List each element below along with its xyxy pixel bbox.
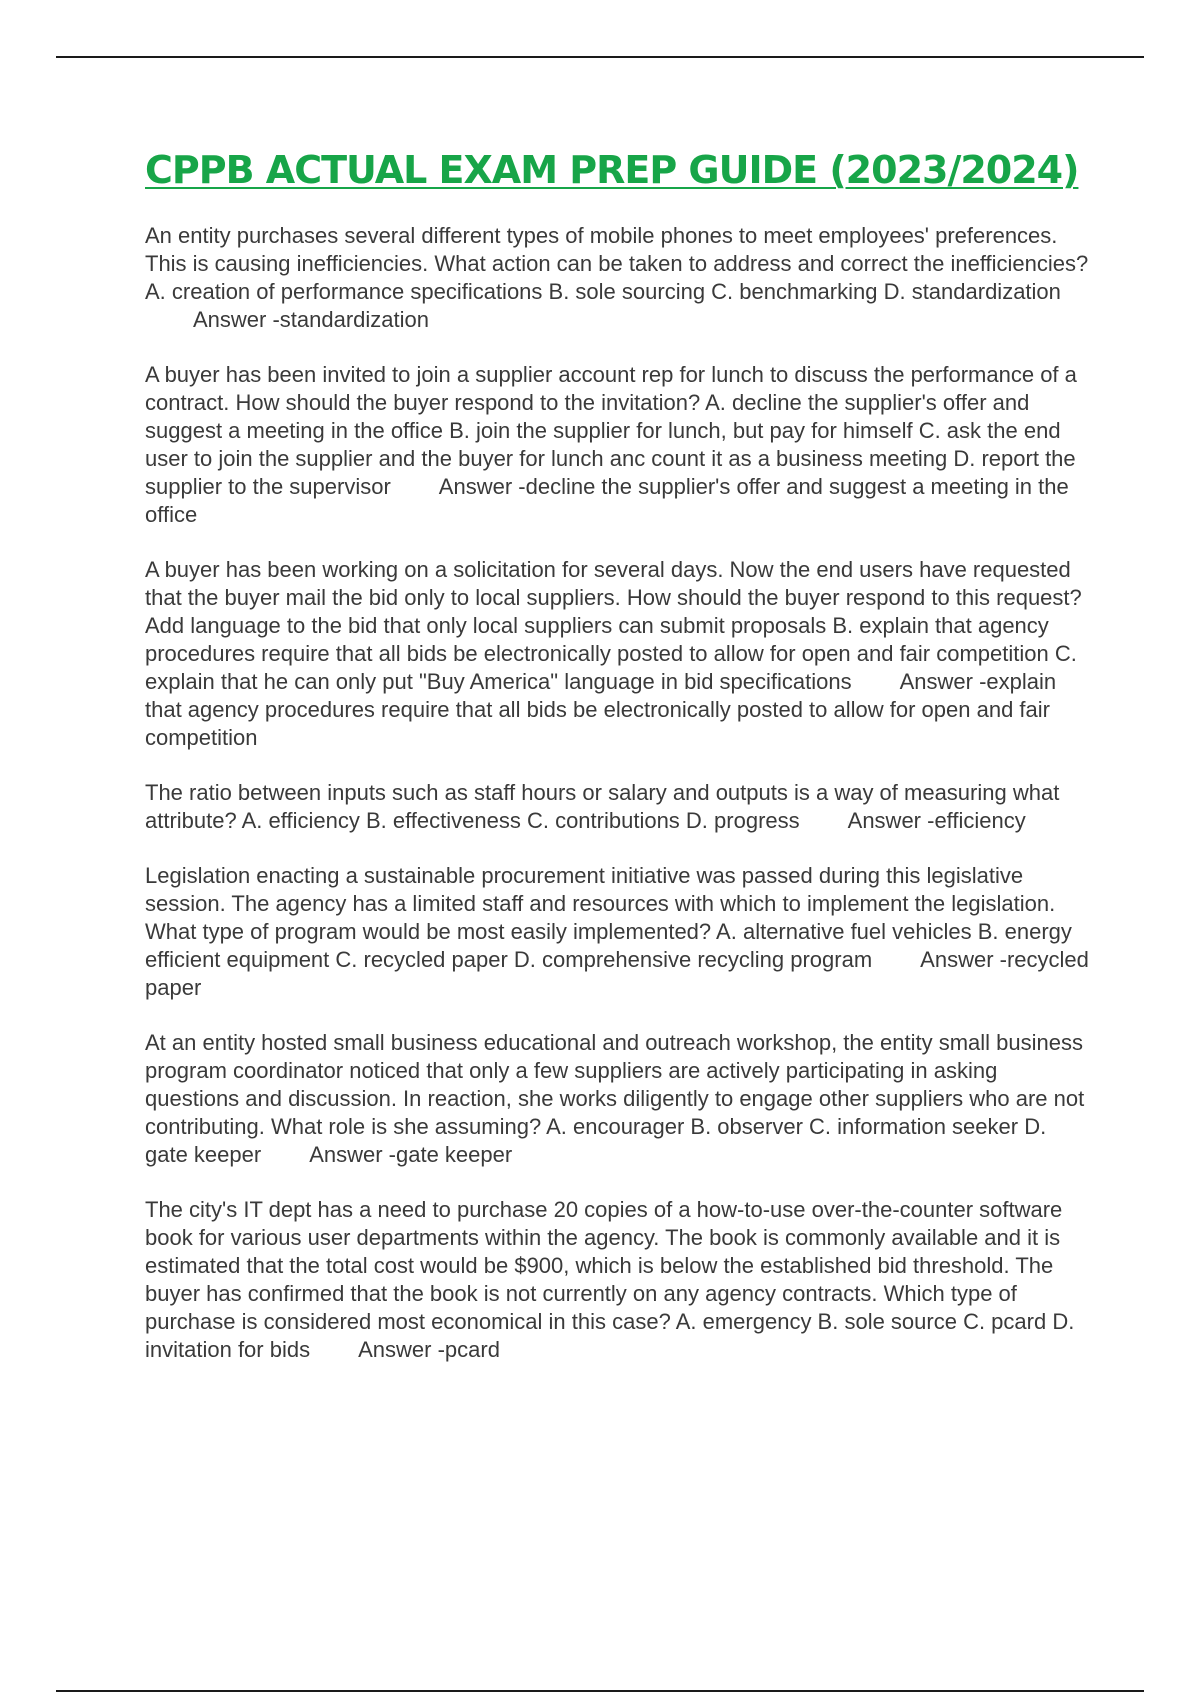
question-text: At an entity hosted small business educational and outreach workshop, the entity small business program coordinator noticed that only a few suppliers are actively participating in asking questions and discussion. In reaction, she works diligently to engage other suppliers who are not contributing. What role is she assuming? A. encourager B. observer C. information seeker D. gate keeper [145, 1030, 1085, 1167]
question-text: A buyer has been invited to join a supplier account rep for lunch to discuss the performance of a contract. How should the buyer respond to the invitation? A. decline the supplier's offer and suggest a meeting in the office B. join the supplier for lunch, but pay for himself C. ask the end user to join the supplier and the buyer for lunch anc count it as a business meeting D. report the supplier to the supervisor [145, 362, 1077, 499]
qa-item-2 [145, 361, 1095, 529]
answer-text: Answer -explain that agency procedures require that all bids be electronically posted to allow for open and fair competition [145, 669, 1057, 750]
page-title: CPPB ACTUAL EXAM PREP GUIDE (2023/2024) [145, 148, 1079, 192]
question-text: Legislation enacting a sustainable procurement initiative was passed during this legislative session. The agency has a limited staff and resources with which to implement the legislation. What type of program would be most easily implemented? A. alternative fuel vehicles B. energy efficient equipment C. recycled paper D. comprehensive recycling program [145, 863, 1072, 972]
answer-text: Answer -decline the supplier's offer and suggest a meeting in the office [145, 474, 1069, 527]
answer-text: Answer -gate keeper [309, 1142, 513, 1167]
answer-text: Answer -standardization [193, 307, 430, 332]
header-rule [56, 56, 1144, 58]
question-text: The city's IT dept has a need to purchase 20 copies of a how-to-use over-the-counter software book for various user departments within the agency. The book is commonly available and it is estimated that the total cost would be $900, which is below the established bid threshold. The buyer has confirmed that the book is not currently on any agency contracts. Which type of purchase is considered most economical in this case? A. emergency B. sole source C. pcard D. invitation for bids [145, 1197, 1075, 1362]
qa-list [145, 222, 1095, 1391]
question-text: An entity purchases several different types of mobile phones to meet employees' preferences. This is causing inefficiencies. What action can be taken to address and correct the inefficiencies? A. creation of performance specifications B. sole sourcing C. benchmarking D. standardization [145, 223, 1089, 304]
qa-item-6 [145, 1029, 1095, 1169]
question-text: A buyer has been working on a solicitation for several days. Now the end users have requested that the buyer mail the bid only to local suppliers. How should the buyer respond to this request? Add language to the bid that only local suppliers can submit proposals B. explain that agency procedures require that all bids be electronically posted to allow for open and fair competition C. explain that he can only put "Buy America" language in bid specifications [145, 557, 1082, 694]
qa-item-3 [145, 556, 1095, 752]
qa-item-7 [145, 1196, 1095, 1364]
footer-rule [56, 1690, 1144, 1692]
qa-item-1 [145, 222, 1095, 334]
answer-text: Answer -recycled paper [145, 947, 1089, 1000]
question-text: The ratio between inputs such as staff hours or salary and outputs is a way of measuring what attribute? A. efficiency B. effectiveness C. contributions D. progress [145, 780, 1060, 833]
answer-text: Answer -pcard [358, 1337, 500, 1362]
answer-text: Answer -efficiency [847, 808, 1026, 833]
qa-item-5 [145, 862, 1095, 1002]
qa-item-4 [145, 779, 1095, 835]
